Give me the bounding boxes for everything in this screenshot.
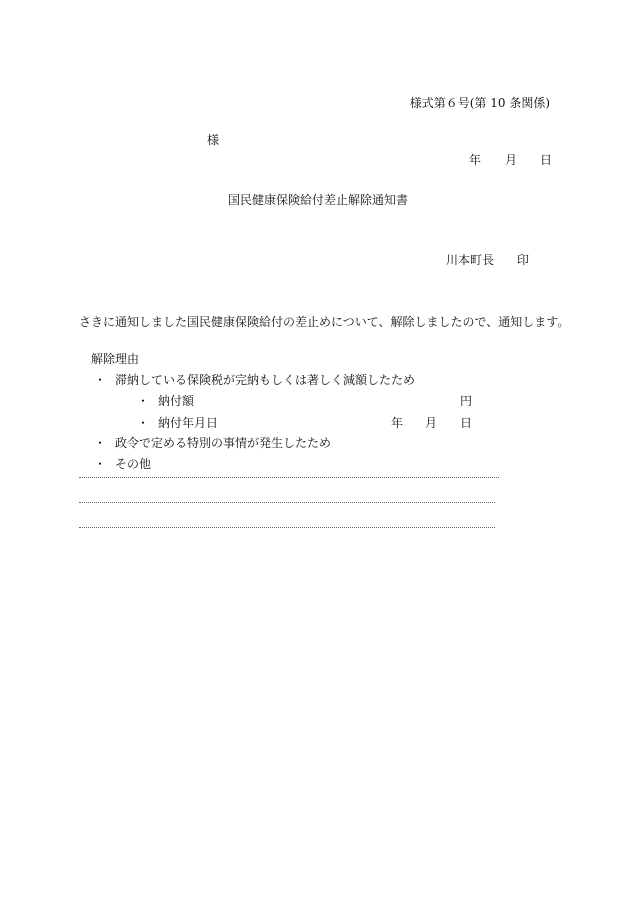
bullet: ・ xyxy=(137,394,150,408)
form-number: 様式第６号(第 10 条関係) xyxy=(409,96,550,110)
dotted-rule xyxy=(79,477,499,478)
dotted-rule xyxy=(79,527,495,528)
payment-date-label: 納付年月日 xyxy=(158,416,219,430)
issuer-name: 川本町長 xyxy=(446,253,495,267)
bullet: ・ xyxy=(94,436,107,450)
bullet: ・ xyxy=(137,416,150,430)
dotted-rule xyxy=(79,502,495,503)
reason-item-2: 政令で定める特別の事情が発生したため xyxy=(115,436,332,450)
date-month: 月 xyxy=(505,153,518,167)
amount-label: 納付額 xyxy=(158,394,195,408)
addressee-suffix: 様 xyxy=(207,133,220,147)
reason-item-1: 滞納している保険税が完納もしくは著しく減額したため xyxy=(115,373,416,387)
document-title: 国民健康保険給付差止解除通知書 xyxy=(228,193,409,207)
issuer-seal: 印 xyxy=(517,253,530,267)
payment-date-day: 日 xyxy=(460,416,473,430)
bullet: ・ xyxy=(94,457,107,471)
reason-item-3: その他 xyxy=(115,457,152,471)
amount-unit: 円 xyxy=(460,394,473,408)
reasons-heading: 解除理由 xyxy=(91,352,140,366)
payment-date-month: 月 xyxy=(425,416,438,430)
bullet: ・ xyxy=(94,373,107,387)
payment-date-year: 年 xyxy=(391,416,404,430)
date-day: 日 xyxy=(540,153,553,167)
body-text: さきに通知しました国民健康保険給付の差止めについて、解除しましたので、通知します。 xyxy=(79,315,570,329)
date-year: 年 xyxy=(469,153,482,167)
